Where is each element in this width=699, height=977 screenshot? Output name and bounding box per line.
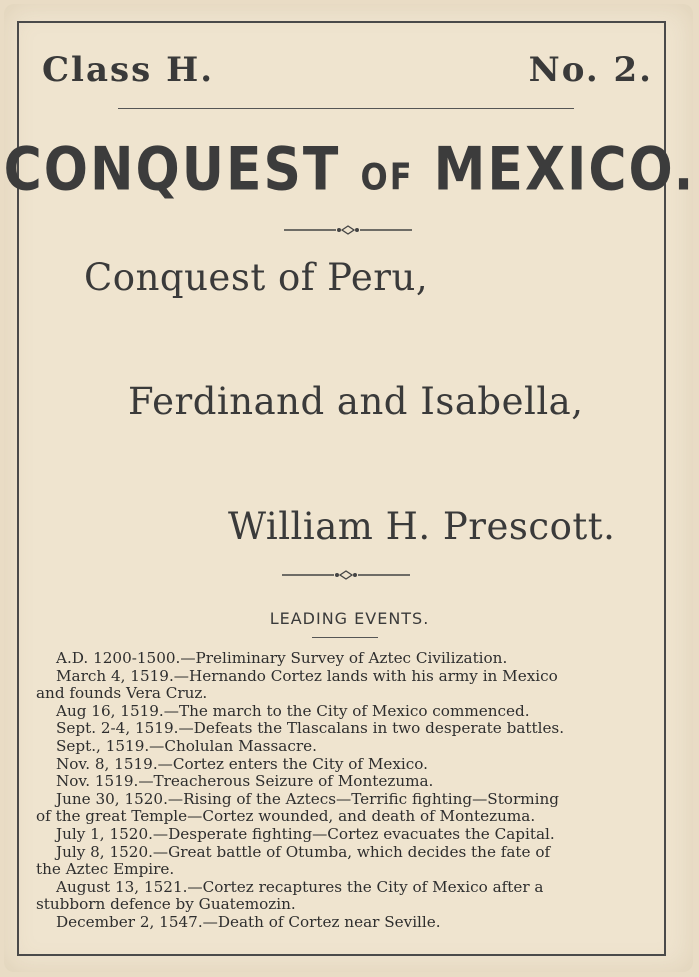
event-line: July 8, 1520.—Great battle of Otumba, which decides the fate of	[56, 842, 551, 861]
main-title	[0, 136, 699, 205]
subtitle-peru: Conquest of Peru,	[84, 256, 429, 299]
event-line: A.D. 1200-1500.—Preliminary Survey of Aztec Civilization.	[56, 649, 508, 667]
event-line: Nov. 8, 1519.—Cortez enters the City of Mexico.	[56, 754, 428, 773]
event-line: of the great Temple—Cortez wounded, and death of Montezuma.	[36, 807, 536, 826]
event-line: December 2, 1547.—Death of Cortez near Seville.	[56, 912, 441, 931]
event-line: July 1, 1520.—Desperate fighting—Cortez evacuates the Capital.	[56, 824, 555, 843]
event-line: Aug 16, 1519.—The march to the City of Mexico commenced.	[56, 701, 530, 720]
event-line: and founds Vera Cruz.	[36, 684, 208, 703]
event-line: the Aztec Empire.	[36, 860, 175, 879]
event-line: stubborn defence by Guatemozin.	[36, 895, 296, 914]
card-number: No. 2.	[528, 50, 653, 90]
events-list	[36, 650, 656, 932]
event-line: August 13, 1521.—Cortez recaptures the City of Mexico after a	[56, 877, 544, 896]
event-line: June 30, 1520.—Rising of the Aztecs—Terrific fighting—Storming	[56, 789, 559, 808]
divider-ornament-icon	[284, 225, 412, 235]
event-line: March 4, 1519.—Hernando Cortez lands with his army in Mexico	[56, 666, 558, 685]
subtitle-ferdinand-isabella: Ferdinand and Isabella,	[128, 380, 584, 423]
events-heading: LEADING EVENTS.	[269, 609, 430, 628]
divider-ornament-icon	[282, 570, 410, 580]
event-line: Nov. 1519.—Treacherous Seizure of Montezuma.	[56, 772, 434, 791]
header-rule	[118, 108, 574, 109]
class-label: Class H.	[42, 50, 215, 90]
title-word-mexico: MEXICO.	[433, 135, 696, 205]
event-line: Sept. 2-4, 1519.—Defeats the Tlascalans in two desperate battles.	[56, 719, 565, 738]
events-heading-rule	[312, 637, 378, 638]
author-name: William H. Prescott.	[228, 505, 616, 548]
event-line: Sept., 1519.—Cholulan Massacre.	[56, 736, 317, 755]
title-word-of: OF	[360, 155, 414, 199]
title-word-conquest: CONQUEST	[3, 135, 341, 205]
